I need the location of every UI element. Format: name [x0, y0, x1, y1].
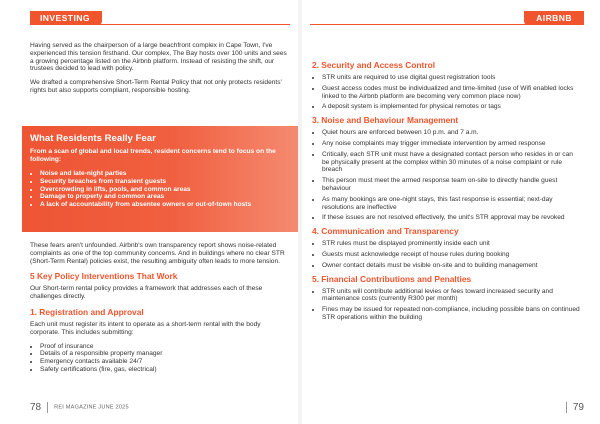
- policy-column: [30, 242, 292, 378]
- fears-title: What Residents Really Fear: [30, 133, 156, 144]
- financial-list: [312, 288, 582, 322]
- section-heading-communication: 4. Communication and Transparency: [312, 226, 459, 237]
- registration-item: • Details of a responsible property manager: [40, 350, 292, 358]
- intro-column: [30, 42, 292, 101]
- policy-heading: 5 Key Policy Interventions That Work: [30, 271, 178, 282]
- registration-list: [30, 343, 292, 374]
- registration-item: • Emergency contacts available 24/7: [40, 358, 292, 366]
- left-page: [0, 0, 298, 424]
- page-number: 78: [30, 402, 42, 414]
- security-list: [312, 74, 582, 111]
- communication-item: • Guests must acknowledge receipt of house rules during booking: [322, 251, 582, 259]
- footer-divider: [47, 402, 48, 413]
- left-footer: [30, 402, 129, 413]
- communication-item: • Owner contact details must be visible on-site and to building management: [322, 262, 582, 270]
- section-heading-registration: 1. Registration and Approval: [30, 306, 144, 317]
- security-item: • A deposit system is implemented for physical remotes or tags: [322, 103, 582, 111]
- policy-intro: Our Short-term rental policy provides a framework that addresses each of these challenges directly.: [30, 285, 263, 301]
- intro-paragraph: Having served as the chairperson of a large beachfront complex in Cape Town, I've experienced this tension firsthand. Our complex, The Bay hosts over 100 units and sees a growing percentage listed on the Airbnb platform. Instead of resisting the shift, our trustees decided to lead with policy.: [30, 42, 287, 73]
- fears-callout-box: [22, 126, 298, 232]
- right-footer: [560, 402, 584, 413]
- communication-list: [312, 240, 582, 269]
- section-tag-airbnb: AIRBNB: [524, 11, 584, 25]
- section-heading-noise: 3. Noise and Behaviour Management: [312, 115, 459, 126]
- noise-item: • Quiet hours are enforced between 10 p.m. and 7 a.m.: [322, 129, 582, 137]
- registration-item: • Proof of insurance: [40, 343, 292, 351]
- fear-item: • Noise and late-night parties: [40, 170, 302, 178]
- financial-item: • STR units will contribute additional levies or fees toward increased security and maintenance costs (currently R300 per month): [322, 288, 582, 304]
- noise-item: • As many bookings are one-night stays, this fast response is essential; next-day resolutions are ineffective: [322, 196, 582, 212]
- noise-list: [312, 129, 582, 222]
- registration-text: Each unit must register its intent to operate as a short-term rental with the body corporate. This includes submitting:: [30, 320, 261, 336]
- header-rule: [30, 24, 290, 25]
- fear-item: • Damage to property and common areas: [40, 193, 302, 201]
- section-tag-investing: INVESTING: [30, 11, 102, 25]
- after-box-paragraph: These fears aren't unfounded. Airbnb's own transparency report shows noise-related complaints as one of the top community concerns. And in buildings where no clear STR (Short-Term Rental) policies exist, the resulting ambiguity often leads to more tension.: [30, 242, 285, 265]
- registration-item: • Safety certifications (fire, gas, electrical): [40, 366, 292, 374]
- page-number: 79: [572, 402, 584, 414]
- fear-item: • A lack of accountability from absentee owners or out-of-town hosts: [40, 201, 302, 209]
- section-heading-financial: 5. Financial Contributions and Penalties: [312, 273, 472, 284]
- section-heading-security: 2. Security and Access Control: [312, 60, 436, 70]
- financial-item: • Fines may be issued for repeated non-compliance, including possible bans on continued STR operations within the building: [322, 306, 582, 322]
- header-rule: [310, 24, 584, 25]
- magazine-name: REI MAGAZINE JUNE 2025: [54, 404, 129, 411]
- security-item: • STR units are required to use digital guest registration tools: [322, 74, 582, 82]
- fear-item: • Security breaches from transient guests: [40, 178, 302, 186]
- communication-item: • STR rules must be displayed prominently inside each unit: [322, 240, 582, 248]
- fears-intro: From a scan of global and local trends, resident concerns tend to focus on the following:: [30, 148, 276, 163]
- intro-paragraph: We drafted a comprehensive Short-Term Rental Policy that not only protects residents' rights but also supports compliant, responsible hosting.: [30, 79, 282, 94]
- noise-item: • Any noise complaints may trigger immediate intervention by armed response: [322, 140, 582, 148]
- policy-sections-column: [312, 56, 582, 326]
- noise-item: • If these issues are not resolved effectively, the unit's STR approval may be revoked: [322, 214, 582, 222]
- fears-list: [30, 170, 302, 209]
- noise-item: • This person must meet the armed response team on-site to directly handle guest behaviour: [322, 177, 582, 193]
- security-item: • Guest access codes must be individualized and time-limited (use of Wifi enabled locks linked to the Airbnb platform are becoming very common place now): [322, 85, 582, 101]
- fear-item: • Overcrowding in lifts, pools, and common areas: [40, 186, 302, 194]
- right-page: [302, 0, 600, 424]
- footer-divider: [566, 402, 567, 413]
- noise-item: • Critically, each STR unit must have a designated contact person who resides in or can be physically present at the complex within 30 minutes of a noise complaint or rule breach: [322, 151, 582, 174]
